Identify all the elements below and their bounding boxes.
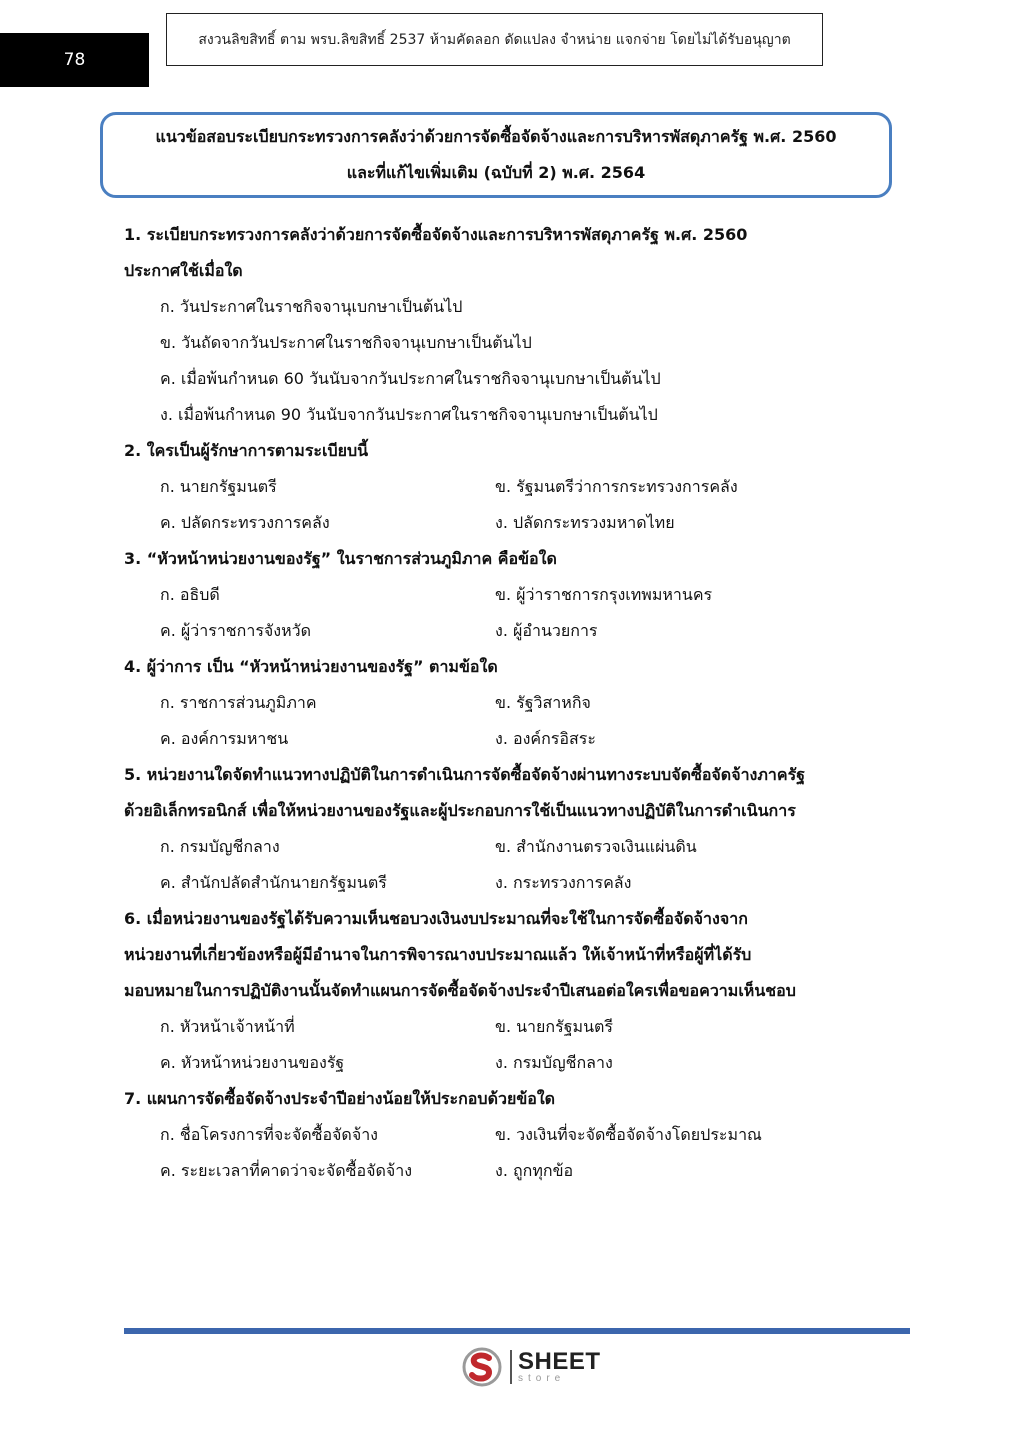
question-text: 5. หน่วยงานใดจัดทำแนวทางปฏิบัติในการดำเนินการจัดซื้อจัดจ้างผ่านทางระบบจัดซื้อจัดจ้างภาครัฐ	[124, 765, 806, 784]
question-text: หน่วยงานที่เกี่ยวข้องหรือผู้มีอำนาจในการพิจารณางบประมาณแล้ว ให้เจ้าหน้าที่หรือผู้ที่ได้รับ	[124, 945, 752, 964]
question-text: 4. ผู้ว่าการ เป็น “หัวหน้าหน่วยงานของรัฐ” ตามข้อใด	[124, 657, 498, 676]
answer-option: ค. เมื่อพ้นกำหนด 60 วันนับจากวันประกาศในราชกิจจานุเบกษาเป็นต้นไป	[160, 369, 661, 388]
question-text: 2. ใครเป็นผู้รักษาการตามระเบียบนี้	[124, 441, 369, 460]
section-title-box	[100, 112, 892, 198]
answer-option: ก. หัวหน้าเจ้าหน้าที่	[160, 1017, 295, 1036]
answer-option: ก. อธิบดี	[160, 585, 220, 604]
answer-option: ง. องค์กรอิสระ	[495, 729, 596, 748]
answer-option: ข. วงเงินที่จะจัดซื้อจัดจ้างโดยประมาณ	[495, 1125, 762, 1144]
answer-option: ค. องค์การมหาชน	[160, 729, 289, 748]
question-text: ด้วยอิเล็กทรอนิกส์ เพื่อให้หน่วยงานของรัฐและผู้ประกอบการใช้เป็นแนวทางปฏิบัติในการดำเนินการ	[124, 801, 796, 820]
logo-subword: store	[518, 1373, 566, 1384]
answer-option: ก. กรมบัญชีกลาง	[160, 837, 280, 856]
answer-option: ง. ผู้อำนวยการ	[495, 621, 598, 640]
answer-option: ก. วันประกาศในราชกิจจานุเบกษาเป็นต้นไป	[160, 297, 463, 316]
question-2	[124, 433, 914, 541]
logo-s-icon	[462, 1347, 502, 1387]
question-3	[124, 541, 914, 649]
footer-divider	[124, 1328, 910, 1334]
answer-option: ข. วันถัดจากวันประกาศในราชกิจจานุเบกษาเป็นต้นไป	[160, 333, 532, 352]
question-text: 3. “หัวหน้าหน่วยงานของรัฐ” ในราชการส่วนภูมิภาค คือข้อใด	[124, 549, 557, 568]
logo-text	[518, 1350, 601, 1384]
answer-option: ค. ระยะเวลาที่คาดว่าจะจัดซื้อจัดจ้าง	[160, 1161, 413, 1180]
question-5	[124, 757, 914, 901]
question-6	[124, 901, 914, 1081]
question-1	[124, 217, 914, 433]
answer-option: ค. ปลัดกระทรวงการคลัง	[160, 513, 330, 532]
answer-option: ง. ปลัดกระทรวงมหาดไทย	[495, 513, 675, 532]
answer-option: ง. เมื่อพ้นกำหนด 90 วันนับจากวันประกาศในราชกิจจานุเบกษาเป็นต้นไป	[160, 405, 658, 424]
question-list	[124, 217, 914, 1189]
answer-option: ข. รัฐมนตรีว่าการกระทรวงการคลัง	[495, 477, 738, 496]
answer-option: ค. ผู้ว่าราชการจังหวัด	[160, 621, 312, 640]
logo-separator	[510, 1350, 512, 1384]
logo-word: SHEET	[518, 1348, 601, 1375]
answer-option: ก. ชื่อโครงการที่จะจัดซื้อจัดจ้าง	[160, 1125, 378, 1144]
answer-option: ข. ผู้ว่าราชการกรุงเทพมหานคร	[495, 585, 713, 604]
answer-option: ง. กรมบัญชีกลาง	[495, 1053, 613, 1072]
answer-option: ก. นายกรัฐมนตรี	[160, 477, 277, 496]
answer-option: ค. สำนักปลัดสำนักนายกรัฐมนตรี	[160, 873, 387, 892]
answer-option: ค. หัวหน้าหน่วยงานของรัฐ	[160, 1053, 345, 1072]
question-text: 1. ระเบียบกระทรวงการคลังว่าด้วยการจัดซื้อจัดจ้างและการบริหารพัสดุภาครัฐ พ.ศ. 2560	[124, 225, 748, 244]
section-title-line-2: และที่แก้ไขเพิ่มเติม (ฉบับที่ 2) พ.ศ. 2564	[346, 163, 646, 182]
answer-option: ข. นายกรัฐมนตรี	[495, 1017, 613, 1036]
question-7	[124, 1081, 914, 1189]
answer-option: ก. ราชการส่วนภูมิภาค	[160, 693, 317, 712]
question-text: มอบหมายในการปฏิบัติงานนั้นจัดทำแผนการจัดซื้อจัดจ้างประจำปีเสนอต่อใครเพื่อขอความเห็นชอบ	[124, 981, 796, 1000]
answer-option: ข. สำนักงานตรวจเงินแผ่นดิน	[495, 837, 697, 856]
question-text: 6. เมื่อหน่วยงานของรัฐได้รับความเห็นชอบวงเงินงบประมาณที่จะใช้ในการจัดซื้อจัดจ้างจาก	[124, 909, 748, 928]
answer-option: ง. กระทรวงการคลัง	[495, 873, 632, 892]
page-number: 78	[0, 33, 149, 87]
question-4	[124, 649, 914, 757]
answer-option: ง. ถูกทุกข้อ	[495, 1161, 574, 1180]
question-text: ประกาศใช้เมื่อใด	[124, 261, 243, 280]
section-title-line-1: แนวข้อสอบระเบียบกระทรวงการคลังว่าด้วยการจัดซื้อจัดจ้างและการบริหารพัสดุภาครัฐ พ.ศ. 2560	[155, 127, 837, 146]
sheet-store-logo	[462, 1344, 612, 1390]
copyright-notice: สงวนลิขสิทธิ์ ตาม พรบ.ลิขสิทธิ์ 2537 ห้ามคัดลอก ดัดแปลง จำหน่าย แจกจ่าย โดยไม่ได้รับอนุญาต	[166, 13, 823, 66]
answer-option: ข. รัฐวิสาหกิจ	[495, 693, 591, 712]
question-text: 7. แผนการจัดซื้อจัดจ้างประจำปีอย่างน้อยให้ประกอบด้วยข้อใด	[124, 1089, 556, 1108]
